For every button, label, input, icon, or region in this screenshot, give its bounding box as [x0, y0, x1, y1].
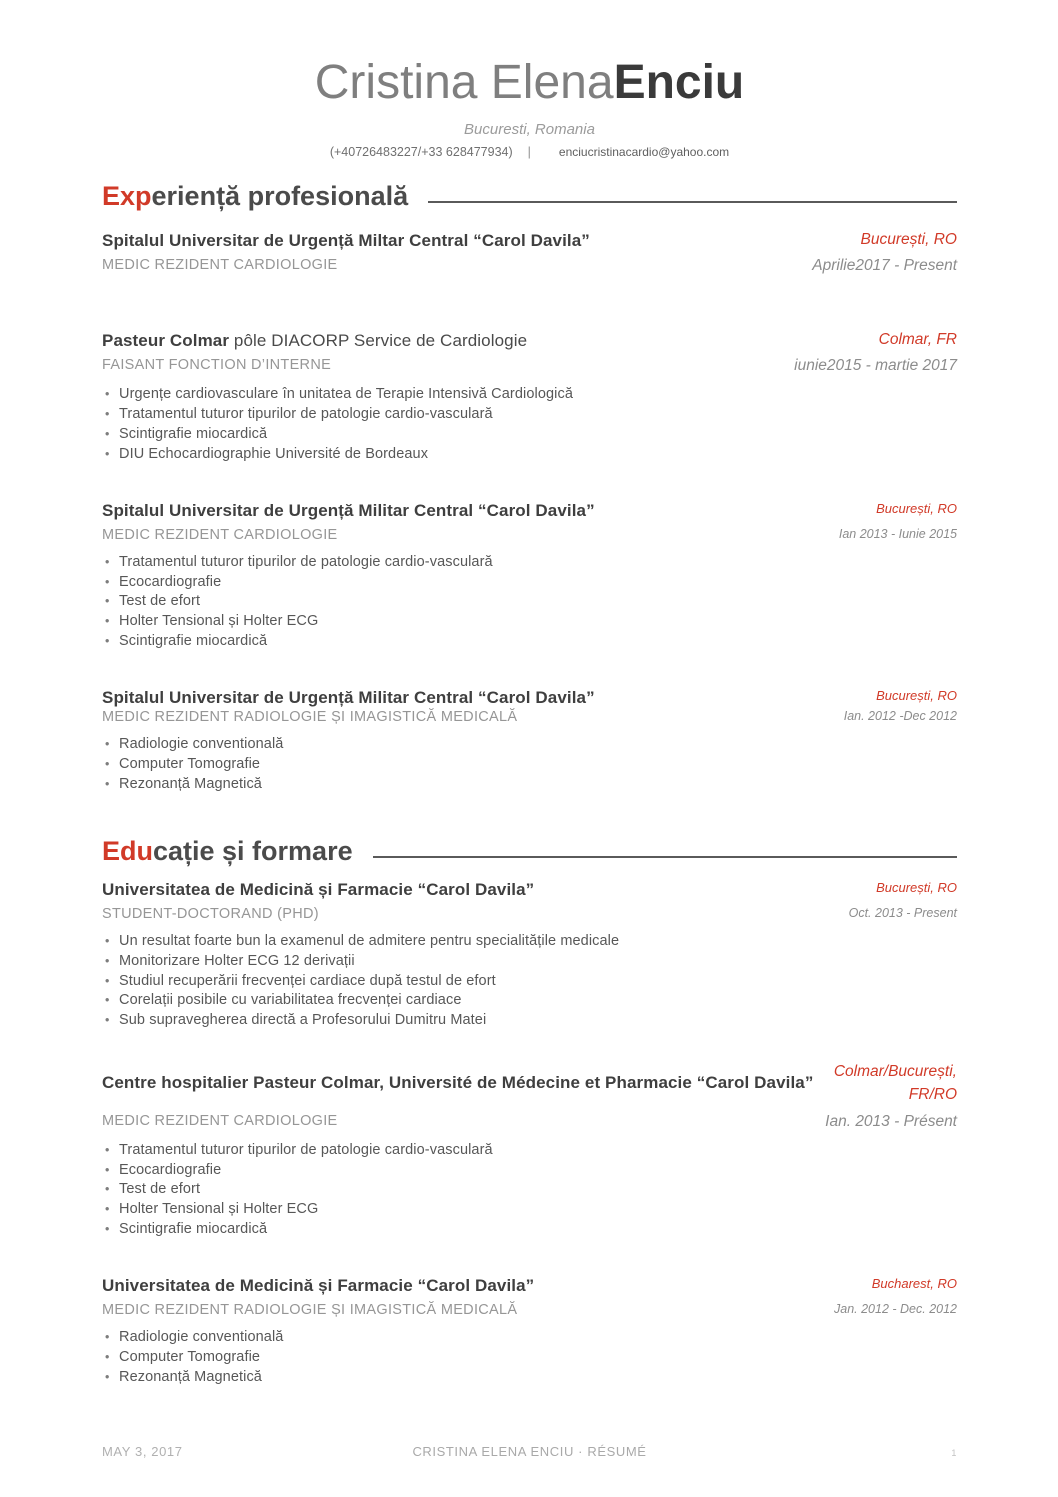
header-location: Bucuresti, Romania: [464, 120, 595, 138]
entry-title: Centre hospitalier Pasteur Colmar, Université de Médecine et Pharmacie “Carol Davila”: [102, 1073, 814, 1093]
heading-rule: [428, 201, 957, 203]
bullet-item: • Monitorizare Holter ECG 12 derivații: [102, 952, 957, 972]
entry-role: MEDIC REZIDENT RADIOLOGIE ȘI IMAGISTICĂ MEDICALĂ: [102, 1302, 518, 1318]
entry-dates: Jan. 2012 - Dec. 2012: [834, 1302, 957, 1316]
section-title: [102, 837, 353, 865]
bullet-item: • Computer Tomografie: [102, 755, 957, 775]
education-entry: [102, 1276, 957, 1388]
bullet-item: • Studiul recuperării frecvenței cardiace după testul de efort: [102, 972, 957, 992]
bullet-item: • Ecocardiografie: [102, 1161, 957, 1181]
entry-location: Colmar, FR: [878, 331, 957, 349]
experience-entry: [102, 331, 957, 464]
entry-bullets: [102, 735, 957, 795]
entry-location: București, RO: [860, 231, 957, 249]
entry-bullets: [102, 385, 957, 464]
entry-bullets: [102, 1328, 957, 1388]
entry-title: Universitatea de Medicină și Farmacie “Carol Davila”: [102, 1276, 535, 1295]
entry-role: MEDIC REZIDENT RADIOLOGIE ȘI IMAGISTICĂ MEDICALĂ: [102, 708, 518, 725]
bullet-item: • Computer Tomografie: [102, 1348, 957, 1368]
entry-location: București, RO: [876, 500, 957, 516]
entry-role: MEDIC REZIDENT CARDIOLOGIE: [102, 526, 338, 543]
entry-dates: iunie2015 - martie 2017: [794, 357, 957, 375]
entry-location: Bucharest, RO: [871, 1276, 957, 1291]
name-last: Enciu: [613, 56, 745, 109]
entry-bullets: [102, 1141, 957, 1240]
bullet-item: • Radiologie conventională: [102, 735, 957, 755]
entry-role: FAISANT FONCTION D’INTERNE: [102, 357, 332, 374]
education-entry: [102, 1063, 957, 1240]
bullet-item: • Scintigrafie miocardică: [102, 1220, 957, 1240]
bullet-item: • Ecocardiografie: [102, 573, 957, 593]
name-first: Cristina Elena: [314, 56, 614, 109]
bullet-item: • Tratamentul tuturor tipurilor de patologie cardio-vasculară: [102, 405, 957, 425]
bullet-item: • DIU Echocardiographie Université de Bordeaux: [102, 445, 957, 465]
section-title: [102, 182, 408, 210]
bullet-item: • Urgențe cardiovasculare în unitatea de Terapie Intensivă Cardiologică: [102, 385, 957, 405]
bullet-item: • Radiologie conventională: [102, 1328, 957, 1348]
heading-rule: [373, 856, 957, 858]
entry-title: Pasteur Colmar pôle DIACORP Service de Cardiologie: [102, 331, 528, 351]
footer-title: CRISTINA ELENA ENCIU · RÉSUMÉ: [412, 1444, 647, 1459]
bullet-item: • Test de efort: [102, 592, 957, 612]
entry-title: Spitalul Universitar de Urgență Miltar Central “Carol Davila”: [102, 231, 590, 251]
section-title-accent: Edu: [102, 835, 153, 866]
footer-date: MAY 3, 2017: [102, 1444, 183, 1459]
footer-page-number: 1: [951, 1448, 957, 1458]
entry-title: Spitalul Universitar de Urgență Militar Central “Carol Davila”: [102, 687, 595, 707]
bullet-item: • Test de efort: [102, 1180, 957, 1200]
bullet-item: • Un resultat foarte bun la examenul de admitere pentru specialitățile medicale: [102, 932, 957, 952]
experience-entry: [102, 688, 957, 795]
entry-dates: Ian 2013 - Iunie 2015: [838, 526, 957, 541]
entry-bullets: [102, 553, 957, 652]
entry-bullets: [102, 932, 957, 1031]
person-name: [102, 58, 957, 108]
header: [102, 58, 957, 159]
bullet-item: • Rezonanță Magnetică: [102, 1368, 957, 1388]
email-address: enciucristinacardio@yahoo.com: [558, 144, 730, 159]
bullet-item: • Tratamentul tuturor tipurilor de patologie cardio-vasculară: [102, 553, 957, 573]
entry-role: MEDIC REZIDENT CARDIOLOGIE: [102, 257, 338, 274]
phone-number: (+40726483227/+33 628477934): [329, 144, 513, 159]
bullet-item: • Tratamentul tuturor tipurilor de patologie cardio-vasculară: [102, 1141, 957, 1161]
education-entry: [102, 880, 957, 1031]
section-heading-experience: [102, 182, 957, 210]
entry-location: București, RO: [876, 879, 957, 895]
bullet-item: • Holter Tensional și Holter ECG: [102, 1200, 957, 1220]
entry-title: Universitatea de Medicină și Farmacie “Carol Davila”: [102, 879, 535, 899]
section-heading-education: [102, 837, 957, 865]
entry-dates: Oct. 2013 - Present: [848, 905, 957, 920]
bullet-item: • Sub supravegherea directă a Profesorului Dumitru Matei: [102, 1011, 957, 1031]
section-title-rest: eriență profesională: [151, 180, 409, 211]
entry-title: Spitalul Universitar de Urgență Militar Central “Carol Davila”: [102, 500, 595, 520]
entry-dates: Aprilie2017 - Present: [812, 257, 957, 275]
entry-dates: Ian. 2012 -Dec 2012: [843, 708, 957, 723]
bullet-item: • Scintigrafie miocardică: [102, 632, 957, 652]
bullet-item: • Holter Tensional și Holter ECG: [102, 612, 957, 632]
section-title-rest: cație și formare: [153, 835, 353, 866]
experience-entry: [102, 231, 957, 275]
section-title-accent: Exp: [102, 180, 152, 211]
entry-dates: Ian. 2013 - Présent: [825, 1112, 957, 1130]
entry-location: București, RO: [876, 687, 957, 703]
contact-line: [102, 145, 957, 159]
entry-role: STUDENT-DOCTORAND (PHD): [102, 905, 319, 922]
entry-role: MEDIC REZIDENT CARDIOLOGIE: [102, 1112, 338, 1129]
page-footer: [102, 1444, 957, 1459]
bullet-item: • Rezonanță Magnetică: [102, 775, 957, 795]
entry-location: Colmar/București, FR/RO: [833, 1063, 957, 1104]
bullet-item: • Scintigrafie miocardică: [102, 425, 957, 445]
contact-separator: |: [527, 144, 531, 159]
bullet-item: • Corelații posibile cu variabilitatea frecvenței cardiace: [102, 991, 957, 1011]
experience-entry: [102, 501, 957, 652]
